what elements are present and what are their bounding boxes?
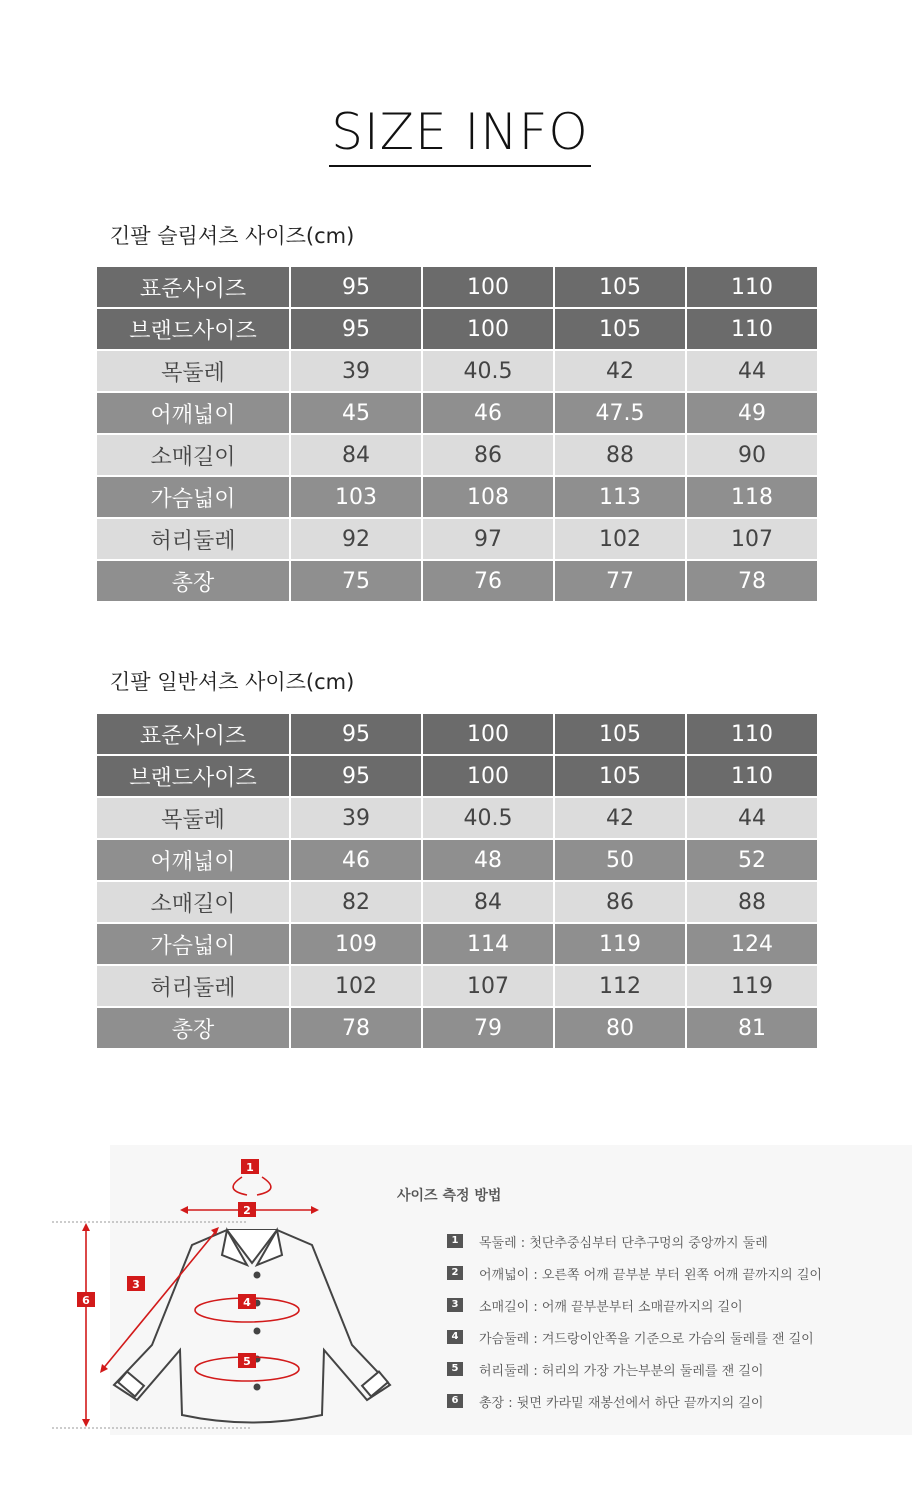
table-row — [97, 351, 817, 391]
guide-item-number: 1 — [447, 1234, 463, 1248]
table-cell: 47.5 — [555, 393, 685, 433]
table-row — [97, 714, 817, 754]
row-header: 소매길이 — [97, 435, 289, 475]
guide-item-text: 가슴둘레 : 겨드랑이안쪽을 기준으로 가슴의 둘레를 잰 길이 — [479, 1331, 814, 1347]
row-header: 어깨넓이 — [97, 393, 289, 433]
guide-item-text: 허리둘레 : 허리의 가장 가는부분의 둘레를 잰 길이 — [479, 1363, 764, 1379]
guide-item — [447, 1353, 822, 1385]
row-header: 어깨넓이 — [97, 840, 289, 880]
table-cell: 100 — [423, 714, 553, 754]
svg-text:1: 1 — [246, 1161, 254, 1174]
table-cell: 110 — [687, 267, 817, 307]
table-cell: 103 — [291, 477, 421, 517]
table-cell: 95 — [291, 756, 421, 796]
table-cell: 88 — [687, 882, 817, 922]
table-cell: 97 — [423, 519, 553, 559]
guide-item-text: 어깨넓이 : 오른쪽 어깨 끝부분 부터 왼쪽 어깨 끝까지의 길이 — [479, 1267, 822, 1283]
table-row — [97, 966, 817, 1006]
table-row — [97, 267, 817, 307]
row-header: 목둘레 — [97, 798, 289, 838]
shirt-outline — [114, 1230, 390, 1423]
table-cell: 46 — [423, 393, 553, 433]
table-cell: 77 — [555, 561, 685, 601]
guide-item — [447, 1225, 822, 1257]
table-cell: 110 — [687, 309, 817, 349]
table-2-label: 긴팔 일반셔츠 사이즈(cm) — [110, 670, 355, 694]
table-cell: 42 — [555, 351, 685, 391]
guide-item-number: 5 — [447, 1362, 463, 1376]
table-row — [97, 435, 817, 475]
table-cell: 108 — [423, 477, 553, 517]
table-cell: 39 — [291, 798, 421, 838]
slim-shirt-size-table — [95, 265, 819, 603]
table-row — [97, 924, 817, 964]
table-cell: 76 — [423, 561, 553, 601]
table-cell: 82 — [291, 882, 421, 922]
table-row — [97, 1008, 817, 1048]
svg-text:3: 3 — [132, 1278, 140, 1291]
table-cell: 110 — [687, 714, 817, 754]
row-header: 가슴넓이 — [97, 924, 289, 964]
row-header: 허리둘레 — [97, 966, 289, 1006]
table-cell: 90 — [687, 435, 817, 475]
guide-list — [447, 1225, 822, 1417]
table-row — [97, 519, 817, 559]
table-cell: 113 — [555, 477, 685, 517]
table-cell: 79 — [423, 1008, 553, 1048]
table-cell: 88 — [555, 435, 685, 475]
table-row — [97, 393, 817, 433]
row-header: 브랜드사이즈 — [97, 309, 289, 349]
table-cell: 46 — [291, 840, 421, 880]
row-header: 소매길이 — [97, 882, 289, 922]
table-cell: 80 — [555, 1008, 685, 1048]
svg-text:6: 6 — [82, 1294, 90, 1307]
table-cell: 102 — [555, 519, 685, 559]
table-cell: 124 — [687, 924, 817, 964]
svg-text:5: 5 — [243, 1355, 251, 1368]
table-cell: 100 — [423, 756, 553, 796]
table-row — [97, 756, 817, 796]
table-cell: 110 — [687, 756, 817, 796]
guide-item — [447, 1257, 822, 1289]
table-cell: 95 — [291, 267, 421, 307]
table-cell: 92 — [291, 519, 421, 559]
table-row — [97, 840, 817, 880]
table-cell: 109 — [291, 924, 421, 964]
table-cell: 84 — [423, 882, 553, 922]
table-1-label: 긴팔 슬림셔츠 사이즈(cm) — [110, 224, 355, 248]
table-cell: 105 — [555, 267, 685, 307]
table-row — [97, 477, 817, 517]
guide-item-text: 목둘레 : 첫단추중심부터 단추구멍의 중앙까지 둘레 — [479, 1235, 768, 1251]
table-cell: 78 — [291, 1008, 421, 1048]
table-cell: 40.5 — [423, 798, 553, 838]
table-cell: 81 — [687, 1008, 817, 1048]
table-cell: 119 — [555, 924, 685, 964]
table-cell: 100 — [423, 267, 553, 307]
table-row — [97, 798, 817, 838]
guide-item-text: 총장 : 뒷면 카라밑 재봉선에서 하단 끝까지의 길이 — [479, 1395, 764, 1411]
table-row — [97, 882, 817, 922]
guide-item — [447, 1321, 822, 1353]
table-cell: 78 — [687, 561, 817, 601]
table-cell: 102 — [291, 966, 421, 1006]
table-cell: 75 — [291, 561, 421, 601]
guide-item-number: 3 — [447, 1298, 463, 1312]
table-cell: 48 — [423, 840, 553, 880]
row-header: 표준사이즈 — [97, 714, 289, 754]
row-header: 브랜드사이즈 — [97, 756, 289, 796]
guide-item-number: 2 — [447, 1266, 463, 1280]
shirt-diagram — [52, 1145, 392, 1445]
guide-item — [447, 1289, 822, 1321]
table-cell: 105 — [555, 756, 685, 796]
table-cell: 86 — [555, 882, 685, 922]
table-cell: 44 — [687, 798, 817, 838]
row-header: 허리둘레 — [97, 519, 289, 559]
table-cell: 86 — [423, 435, 553, 475]
table-cell: 105 — [555, 309, 685, 349]
table-cell: 107 — [687, 519, 817, 559]
table-cell: 112 — [555, 966, 685, 1006]
table-cell: 49 — [687, 393, 817, 433]
table-cell: 95 — [291, 714, 421, 754]
row-header: 총장 — [97, 561, 289, 601]
guide-title: 사이즈 측정 방법 — [397, 1188, 502, 1204]
svg-text:2: 2 — [243, 1204, 251, 1217]
table-cell: 119 — [687, 966, 817, 1006]
page-title: SIZE INFO — [0, 103, 920, 161]
guide-item-text: 소매길이 : 어깨 끝부분부터 소매끝까지의 길이 — [479, 1299, 743, 1315]
row-header: 총장 — [97, 1008, 289, 1048]
guide-item-number: 4 — [447, 1330, 463, 1344]
table-cell: 52 — [687, 840, 817, 880]
table-cell: 50 — [555, 840, 685, 880]
table-cell: 40.5 — [423, 351, 553, 391]
table-cell: 45 — [291, 393, 421, 433]
table-row — [97, 309, 817, 349]
row-header: 가슴넓이 — [97, 477, 289, 517]
measurement-guide — [52, 1145, 912, 1445]
table-cell: 42 — [555, 798, 685, 838]
table-cell: 39 — [291, 351, 421, 391]
table-cell: 118 — [687, 477, 817, 517]
guide-item-number: 6 — [447, 1394, 463, 1408]
table-cell: 84 — [291, 435, 421, 475]
table-cell: 107 — [423, 966, 553, 1006]
row-header: 표준사이즈 — [97, 267, 289, 307]
svg-text:4: 4 — [243, 1296, 251, 1309]
table-cell: 105 — [555, 714, 685, 754]
row-header: 목둘레 — [97, 351, 289, 391]
table-cell: 95 — [291, 309, 421, 349]
regular-shirt-size-table — [95, 712, 819, 1050]
table-cell: 114 — [423, 924, 553, 964]
table-cell: 44 — [687, 351, 817, 391]
table-cell: 100 — [423, 309, 553, 349]
table-row — [97, 561, 817, 601]
guide-item — [447, 1385, 822, 1417]
